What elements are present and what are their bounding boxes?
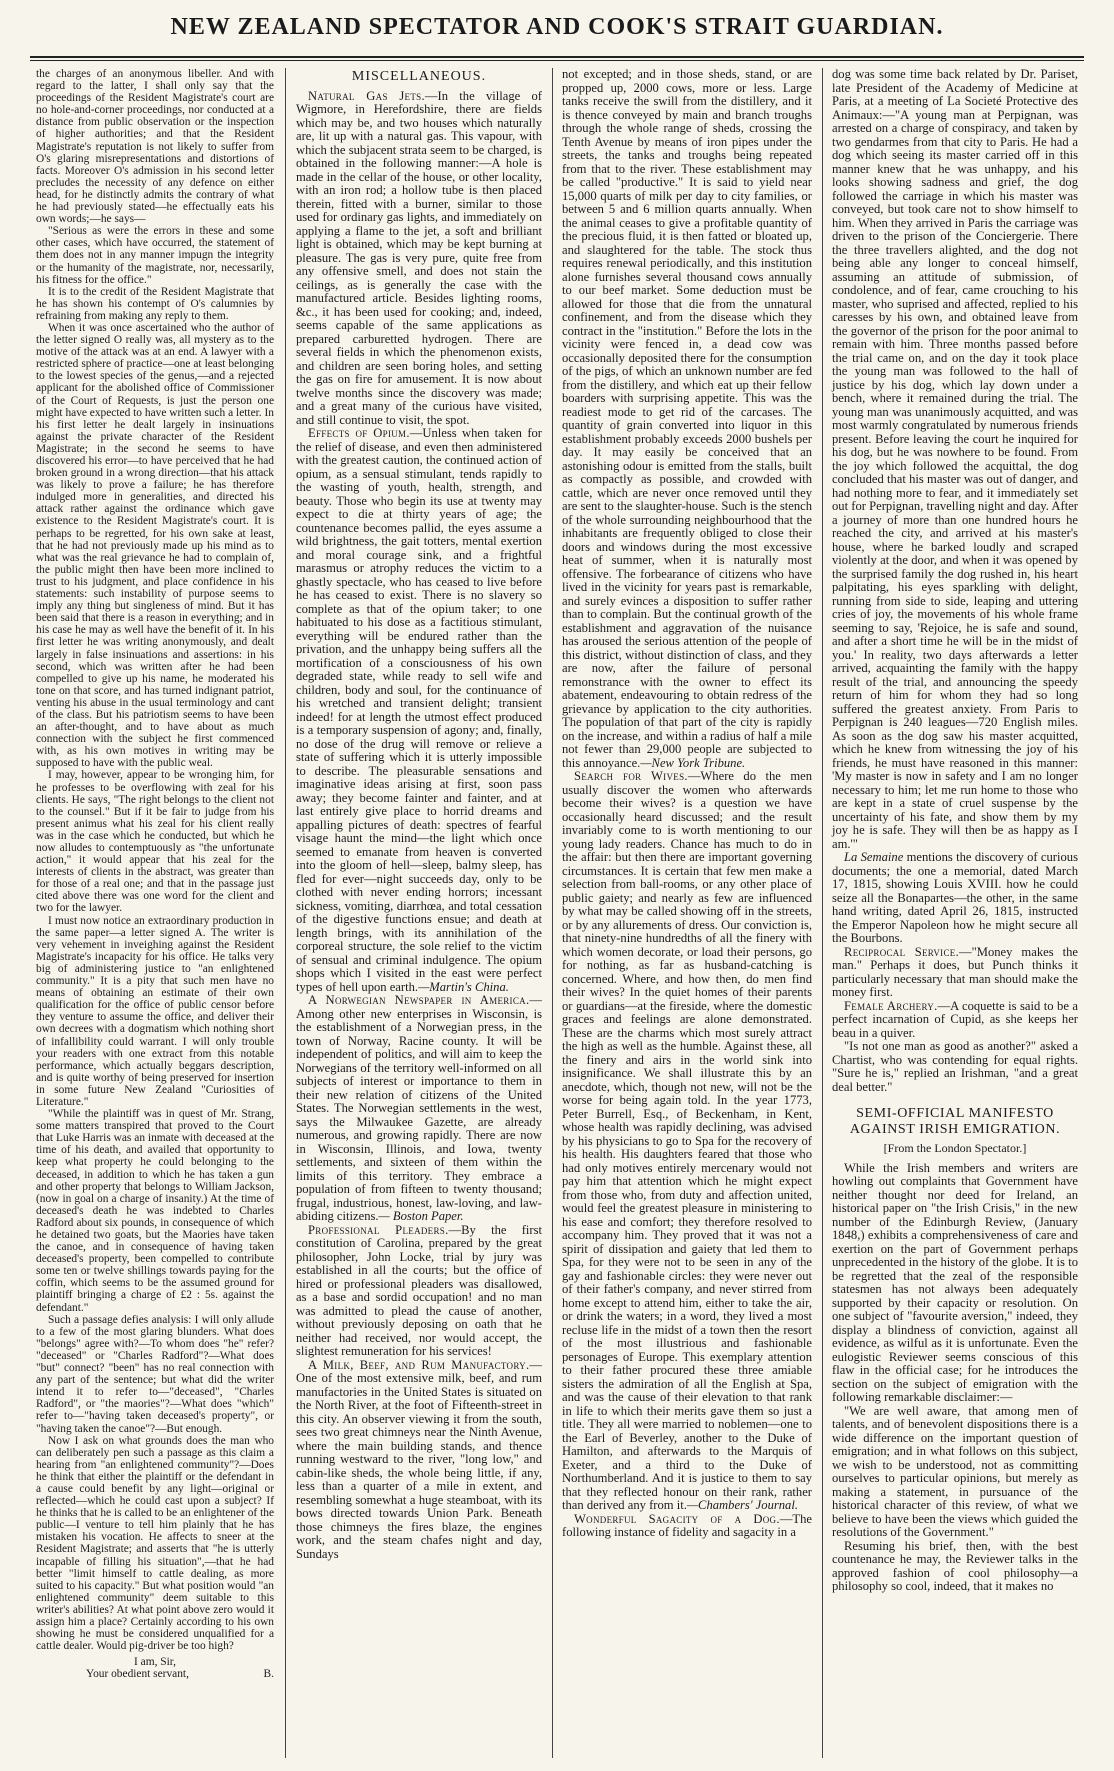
article-title: Reciprocal Service.: [844, 944, 960, 959]
manifesto-quote: "We are well aware, that among men of talents, and of benevolent dispositions there is a wide difference on the important question of emigration; and in what follows on this subject, we wish to be understood, not as committing ourselves to particular opinions, but merely as making a statement, in pursuance of the historical character of this review, of what we believe to have been the views which guided the resolutions of the Government.": [832, 1403, 1078, 1539]
article-text: —Among other new enterprises in Wisconsin, is the establishment of a Norwegian press, in the town of Norway, Racine county. It will be independent of politics, and will aim to keep the Norwegians of the territory well-informed on all subjects of interest or importance to them in their new relation of citizens of the United States. The Norwegian settlements in the west, says the Milwaukee Gazette, are already numerous, and growing rapidly. There are now in Wisconsin, Illinois, and Iowa, twenty settlements, and sixteen of them within the limits of this territory. They embrace a population of from fifteen to twenty thousand; frugal, industrious, honest, law-loving, and law-abiding citizens.: [296, 993, 542, 1223]
letter-signoff: Your obedient servant,: [86, 1668, 189, 1681]
article-text: mentions the discovery of curious documents; the one a memorial, dated March 17, 1815, showing Louis XVIII. how he could seize all the Bonapartes—the other, in the same hand writing, dated April 26, 1815, instructed the Emperor Napoleon how he might secure all the Bourbons.: [832, 850, 1078, 945]
article-title: A Norwegian Newspaper in America.: [308, 993, 530, 1007]
article-item: [296, 1359, 542, 1562]
article-item: [296, 90, 542, 428]
article-item: [562, 770, 812, 1513]
column-4: [826, 68, 1084, 1758]
article-title: Female Archery.: [844, 998, 938, 1013]
article-continuation: [562, 68, 812, 770]
masthead-rule-thin: [30, 60, 1084, 61]
column-divider: [822, 68, 823, 1758]
letter-quote: "Serious as were the errors in these and some other cases, which have occurred, the statement of them does not in any manner impugn the integrity or the humanity of the magistrate, nor, necessarily, his fitness for the office.": [36, 225, 274, 286]
manifesto-paragraph: Resuming his brief, then, with the best countenance he may, the Reviewer talks in the approved fashion of cool philosophy—a philosophy so cool, indeed, that it makes no: [832, 1538, 1078, 1593]
manifesto-heading: SEMI-OFFICIAL MANIFESTO AGAINST IRISH EMIGRATION.: [849, 1106, 1061, 1137]
manifesto-source: [From the London Spectator.]: [883, 1141, 1027, 1155]
article-text: —One of the most extensive milk, beef, and rum manufactories in the United States is situated on the North River, at the foot of Fifteenth-street in this city. An observer viewing it from the south, sees two great chimneys near the Ninth Avenue, where the main building stands, and thence running westward to the river, "long low," and cabin-like sheds, the whole being little, if any, less than a quarter of a mile in extent, and resembling somewhat a huge steamboat, with its bows directed towards Union Park. Beneath those chimneys the fires blaze, the engines work, and the steam chafes night and day, Sundays: [296, 1357, 542, 1561]
column-divider: [552, 68, 553, 1758]
article-text: —In the village of Wigmore, in Herefordshire, there are fields which may be, and two houses which naturally are, lit up with a natural gas. This vapour, with which the subjacent strata seem to be charged, is obtained in the following manner:—A hole is made in the cellar of the house, or other locality, with an iron rod; a hollow tube is then placed therein, fitted with a burner, similar to those used for ordinary gas lights, and immediately on applying a flame to the jet, a soft and brilliant light is obtained, which may be kept burning at pleasure. The gas is very pure, quite free from any offensive smell, and does not stain the ceilings, as is generally the case with the manufactured article. Besides lighting rooms, &c., it has been used for cooking; and, indeed, seems capable of the same applications as prepared carburetted hydrogen. There are several fields in which the phenomenon exists, and children are seen boring holes, and setting the gas on fire for amusement. It is now about twelve months since the discovery was made; and a great many of the curious have visited, and still continue to visit, the spot.: [296, 88, 543, 427]
letter-paragraph: the charges of an anonymous libeller. And with regard to the latter, I shall only say that the proceedings of the Resident Magistrate's court are no hole-and-corner proceedings, nor conducted at a distance from public observation or the inspection of higher authorities; and that the Resident Magistrate's reputation is not likely to suffer from O's glaring misrepresentations and distortions of facts. Moreover O's admission in his second letter precludes the necessity of any defence on either head, for he distinctly admits the contrary of what he had previously stated—he effectually eats his own words;—he says—: [36, 68, 274, 226]
article-item: [296, 994, 542, 1224]
article-title: Search for Wives.: [574, 769, 688, 783]
article-title: Professional Pleaders.: [308, 1222, 449, 1237]
article-text: —The following instance of fidelity and sagacity in a: [562, 1511, 812, 1539]
article-item: [832, 1000, 1078, 1041]
article-title: La Semaine: [844, 850, 904, 864]
article-item: [296, 1224, 542, 1359]
article-source: —New York Tribune.: [640, 755, 746, 770]
letter-paragraph: Such a passage defies analysis: I will only allude to a few of the most glaring blunders. What does "belongs" agree with?—To whom does "he" refer? "deceased" or "Charles Radford"?—What does "but" connect? "been" has no real connection with any part of the sentence; but what did the writer intend it to refer to—"deceased", "Charles Radford", or "the maories"?—What does "which" refer to—"having taken deceased's property", or "having taken the canoe"?—But enough.: [36, 1313, 274, 1435]
article-text: not excepted; and in those sheds, stand, or are propped up, 2000 cows, more or less. Large tanks receive the swill from the distillery, and it is thence conveyed by main and branch troughs through the whole range of sheds, crossing the Tenth Avenue by means of iron pipes under the streets, the tanks and troughs being repeated from that to the river. These establishment may be called "productive." It is said to yield near 15,000 quarts of milk per day to city families, or between 5 and 6 million quarts annually. When the animal ceases to give a profitable quantity of the precious fluid, it is then fatted or bloated up, and slaughtered for the table. The stock thus requires renewal periodically, and this institution alone furnishes several thousand cows annually to our beef market. Some deduction must be allowed for those that die from the unnatural confinement, and from the disease which they contract in the "institution." Before the lots in the vicinity were fenced in, a dead cow was occasionally deposited there for the consumption of the pigs, of which an unknown number are fed from the distillery, and which eat up their fellow boarders with surprising appetite. This was the readiest mode to get rid of the carcases. The quantity of grain converted into liquor in this establishment probably exceeds 2000 bushels per day. It may easily be conceived that an astonishing odour is emitted from the stalls, built as compactly as possible, and crowded with cattle, which are never once removed until they are sent to the slaughter-house. Such is the stench of the whole surrounding neighbourhood that the inhabitants are frequently obliged to close their doors and windows during the most excessive heat of summer, when it is naturally most offensive. The forbearance of citizens who have lived in the vicinity for years past is remarkable, and surely evinces a disposition to suffer rather than to complain. But the continual growth of the establishment and aggravation of the nuisance has aroused the serious attention of the people of this district, without distinction of class, and they are now, after the failure of personal remonstrance with the owner to effect its abatement, endeavouring to obtain redress of the grievance by application to the city authorities. The population of that part of the city is rapidly on the increase, and within a radius of half a mile not fewer than 29,000 people are subjected to this annoyance.: [562, 68, 812, 770]
article-text: —Where do the men usually discover the women who afterwards become their wives? is a question we have occasionally heard discussed; and the result invariably come to is worth mentioning to our young lady readers. Chance has much to do in the affair: but then there are important governing circumstances. It is certain that few men make a selection from ball-rooms, or any other place of public gaiety; and nearly as few are influenced by what may be called showing off in the streets, or by any allurements of dress. Our conviction is, that ninety-nine hundredths of all the finery with which women decorate, or load their persons, go for nothing, as far as husband-catching is concerned. Where, and how then, do men find their wives? In the quiet homes of their parents or guardians—at the fireside, where the domestic graces and feelings are alone demonstrated. These are the charms which most surely attract the high as well as the humble. Against these, all the finery and airs in the world sink into insignificance. We shall illustrate this by an anecdote, which, though not new, will not be the worse for being again told. In the year 1773, Peter Burrell, Esq., of Beckenham, in Kent, whose health was rapidly declining, was advised by his physicians to go to Spa for the recovery of his health. His daughters feared that those who had only motives entirely mercenary would not pay him that attention which he might expect from those who, from duty and affection united, would feel the greatest pleasure in ministering to his ease and comfort; they therefore resolved to accompany him. They proved that it was not a spirit of dissipation and gaiety that led them to Spa, for they were not to be seen in any of the gay and fashionable circles: they were never out of their father's company, and never stirred from home except to attend him, either to take the air, or drink the waters; in a word, they lived a most recluse life in the midst of a town then the resort of the most illustrious and fashionable personages of Europe. This exemplary attention to their father procured these three amiable sisters the admiration of all the English at Spa, and was the cause of their elevation to that rank in life to which their merits gave them so just a title. They all were married to noblemen—one to the Earl of Beverley, another to the Duke of Hamilton, and afterwards to the Marquis of Exeter, and a third to the Duke of Northumberland. And it is justice to them to say that they reflected honour on their rank, rather than derived any from it.: [562, 769, 812, 1512]
letter-paragraph: I may, however, appear to be wronging him, for he professes to be overflowing with zeal for his clients. He says, "The right belongs to the client not to the counsel." But if it be fair to judge from his present animus what his zeal for his client really was in the case which he conducted, but which he now alludes to contemptuously as "the unfortunate action," it would appear that his zeal for the interests of clients in the abstract, was greater than for those of a real one; and that in the passage just cited above there was one word for the client and two for the lawyer.: [36, 769, 274, 915]
article-title: Effects of Opium.: [308, 426, 410, 440]
column-divider: [285, 68, 286, 1758]
letter-paragraph: When it was once ascertained who the author of the letter signed O really was, all mystery as to the motive of the attack was at an end. A lawyer with a restricted sphere of practice—one at least belonging to the lowest species of the genus,—and a rejected applicant for the abolished office of Commissioner of the Court of Requests, is just the person one might have expected to have written such a letter. In his first letter he dealt largely in insinuations against the private character of the Resident Magistrate; in the second he seems to have discovered his error—to have perceived that he had broken ground in a wrong direction—that his attack was likely to prove a failure; he has therefore indulged more in generalities, and directed his attack rather against the ordinance which gave existence to the Resident Magistrate's court. It is perhaps to be regretted, for his own sake at least, that he had not previously made up his mind as to what was the real grievance he had to complain of, the public might then have been more inclined to trust to his judgment, and place confidence in his statements: such instability of purpose seems to imply any thing but singleness of mind. But it has been said that there is a reason in everything; and in his case he may as well have the benefit of it. In his first letter he was writing anonymously, and dealt largely in false insinuations and assertions: in his second, which was written after he had been compelled to give up his name, he moderated his tone on that score, and has turned indignant patriot, venting his abuse in the usual terminology and cant of the class. But his patriotism seems to have been an after-thought, and to have about as much connection with the subject he first commenced with, as his own motives in writing may be supposed to have with the public weal.: [36, 321, 274, 770]
masthead-title: NEW ZEALAND SPECTATOR AND COOK'S STRAIT GUARDIAN.: [170, 14, 944, 40]
article-item: [562, 1513, 812, 1540]
article-title: Natural Gas Jets.: [308, 88, 425, 103]
article-item: [296, 427, 542, 994]
column-2-miscellaneous: [290, 68, 548, 1758]
column-3: [556, 68, 818, 1758]
article-text: —By the first constitution of Carolina, prepared by the great philosopher, John Locke, trial by jury was established in all the courts; but the office of hired or professional pleaders was disallowed, as a base and sordid occupation! and no man was admitted to plead the cause of another, without previously deposing on oath that he neither had received, nor would accept, the slightest remuneration for his services!: [296, 1222, 542, 1358]
letter-signoff-row: [36, 1668, 274, 1680]
article-source: —Martin's China.: [418, 979, 509, 994]
article-source: — Boston Paper.: [378, 1209, 464, 1223]
article-text: —A coquette is said to be a perfect incarnation of Cupid, as she keeps her beau in a quiver.: [832, 998, 1078, 1040]
article-text: "Is not one man as good as another?" asked a Chartist, who was contending for equal rights. "Sure he is," replied an Irishman, "and a great deal better.": [832, 1039, 1078, 1094]
letter-closing: I am, Sir,: [134, 1656, 176, 1669]
article-item: [832, 946, 1078, 1000]
article-continuation: dog was some time back related by Dr. Pariset, late President of the Academy of Medicine at Paris, at a meeting of La Societé Protective des Animaux:—"A young man at Perpignan, was arrested on a charge of conspiracy, and taken by two gendarmes from that city to Paris. He had a dog which seeing its master carried off in this manner knew that he was unhappy, and his looks showing sadness and grief, the dog followed the carriage in which his master was conveyed, but took care not to show himself to him. When they arrived in Paris the carriage was driven to the prison of the Conciergerie. There the three travellers alighted, and the dog not being able any longer to conceal himself, assuming an attitude of submission, of condolence, and of fear, came crouching to his master, who suprised and affected, replied to his caresses by his own, and obtained leave from the governor of the prison for the poor animal to remain with him. Three months passed before the trial came on, and on the day it took place the young man was followed to the hall of justice by his dog, which lay down under a bench, where it remained during the trial. The young man was unanimously acquitted, and was most warmly congratulated by numerous friends present. Before leaving the court he inquired for his dog, but he was nowhere to be found. From the joy which followed the acquittal, the dog concluded that his master was out of danger, and had nothing more to fear, and it immediately set out for Perpignan, travelling night and day. After a journey of more than one hundred hours he reached the city, and arrived at his master's house, where he barked loudly and scraped violently at the door, and when it was opened by the surprised family the dog rushed in, his heart palpitating, his eyes sparkling with delight, running from side to side, leaping and uttering cries of joy, the movements of his whole frame seeming to say, 'Rejoice, he is safe and sound, and after a short time he will be in the midst of you.' In reality, two days afterwards a letter arrived, acquainting the family with the happy result of the trial, and announcing the speedy return of him for whom they had so long suffered the greatest anxiety. From Paris to Perpignan is 240 leagues—720 English miles. As soon as the dog saw his master acquitted, which he knew from witnessing the joy of his friends, he must have reasoned in this manner: 'My master is now in safety and I am no longer necessary to him; let me run home to those who are kept in a state of cruel suspense by the uncertainty of his fate, and show them by my joy he is safe. They will then be as happy as I am.'": [832, 68, 1078, 851]
article-text: —"Money makes the man." Perhaps it does, but Punch thinks it particularly necessary that man should make the money first.: [832, 944, 1078, 999]
letter-quote: "While the plaintiff was in quest of Mr. Strang, some matters transpired that proved to the Court that Luke Harris was an inmate with deceased at the time of his death, and availed that opportunity to keep what property he could belonging to the deceased, in addition to which he has taken a gun and other property that belongs to William Jackson, (now in goal on a charge of insanity.) At the time of deceased's death he was indebted to Charles Radford about six pounds, in consequence of which he detained two goats, but the Maories have taken the canoe, and in consequence of having taken deceased's property, been compelled to contribute some ten or twelve shillings towards paying for the coffin, which seems to be the assumed ground for plaintiff bringing a charge of £2 : 5s. against the defendant.": [36, 1108, 274, 1314]
article-source: —Chambers' Journal.: [686, 1498, 799, 1512]
masthead-rule: [30, 56, 1084, 58]
article-item: [832, 851, 1078, 946]
article-title: A Milk, Beef, and Rum Manufactory.: [308, 1357, 530, 1372]
article-text: —Unless when taken for the relief of disease, and even then administered with the greatest caution, the continued action of opium, as a sensual stimulant, tends rapidly to the wasting of youth, health, strength, and beauty. Those who begin its use at twenty may expect to die at thirty years of age; the countenance becomes pallid, the eyes assume a wild brightness, the gait totters, mental exertion and moral courage sink, and a frightful marasmus or atrophy reduces the victim to a ghastly spectacle, who has ceased to live before he has ceased to exist. There is no slavery so complete as that of the opium taker; to one habituated to his dose as a factitious stimulant, everything will be endured rather than the privation, and the unhappy being suffers all the mortification of a consciousness of his own degraded state, while ready to sell wife and children, body and soul, for the continuance of his wretched and transient delight; transient indeed! for at length the utmost effect produced is a temporary suspension of agony; and, finally, no dose of the drug will remove or relieve a state of suffering which it is utterly impossible to describe. The pleasurable sensations and imaginative ideas arising at first, soon pass away; they become fainter and fainter, and at last entirely give place to horrid dreams and appalling pictures of death: spectres of fearful visage haunt the mind—the light which once seemed to emanate from heaven is converted into the gloom of hell—sleep, balmy sleep, has fled for ever—night succeeds day, only to be clothed with never ending horrors; incessant sickness, vomiting, diarrhœa, and total cessation of the digestive functions ensue; and death at length brings, with its annihilation of the corporeal structure, the sole relief to the victim of sensual and criminal indulgence. The opium shops which I visited in the east were perfect types of hell upon earth.: [296, 426, 542, 994]
article-item: [832, 1040, 1078, 1094]
letter-paragraph: It is to the credit of the Resident Magistrate that he has shown his contempt of O's calumnies by refraining from making any reply to them.: [36, 285, 274, 322]
letter-signature: B.: [263, 1668, 274, 1681]
article-title: Wonderful Sagacity of a Dog.: [574, 1511, 780, 1526]
letter-paragraph: I must now notice an extraordinary production in the same paper—a letter signed A. The writer is very vehement in inveighing against the Resident Magistrate's incapacity for his office. He talks very big of administering justice to "an enlightened community." It is a pity that such men have no means of obtaining an estimate of their own qualification for the office of public censor before they venture to assume the office, and deliver their own decrees with a dogmatism which nothing short of infallibility could warrant. I will only trouble your readers with one extract from this notable performance, which actually beggars description, and is quite worthy of being preserved for insertion in some future New Zealand "Curiosities of Literature.": [36, 914, 274, 1108]
letter-paragraph: Now I ask on what grounds does the man who can deliberately pen such a passage as this claim a hearing from "an enlightened community"?—Does he think that either the plaintiff or the defendant in a cause could benefit by any light—original or reflected—which he could cast upon a subject? If he thinks that he is called to be an enlightener of the public—I venture to tell him plainly that he has mistaken his vocation. He affects to sneer at the Resident Magistrate; and asserts that "he is utterly incapable of filling his situation",—that he had better "limit himself to cattle dealing, as more suited to his capacity." But what position would "an enlightened community" deem suitable to this writer's abilities? At what point above zero would it assign him a place? Certainly according to his own showing he must be considered unqualified for a cattle dealer. Would pig-driver be too high?: [36, 1434, 274, 1653]
section-heading: MISCELLANEOUS.: [351, 69, 487, 84]
manifesto-paragraph: While the Irish members and writers are howling out complaints that Government have neither thought nor deed for Ireland, an historical paper on "the Irish Crisis," in the new number of the Edinburgh Review, (January 1848,) exhibits a comprehensiveness of care and exertion on the part of Government perhaps unprecedented in the history of the globe. It is to be regretted that the zeal of the responsible statesmen has not always been adequately supported by their capacity or resolution. On one subject of "favourite aversion," indeed, they display a blindness of conviction, against all evidence, as wilful as it is unfortunate. Even the eulogistic Reviewer seems conscious of this flaw in the official case; for he introduces the section on the subject of emigration with the following remarkable disclaimer:—: [832, 1160, 1078, 1404]
column-1-letter: [30, 68, 280, 1758]
